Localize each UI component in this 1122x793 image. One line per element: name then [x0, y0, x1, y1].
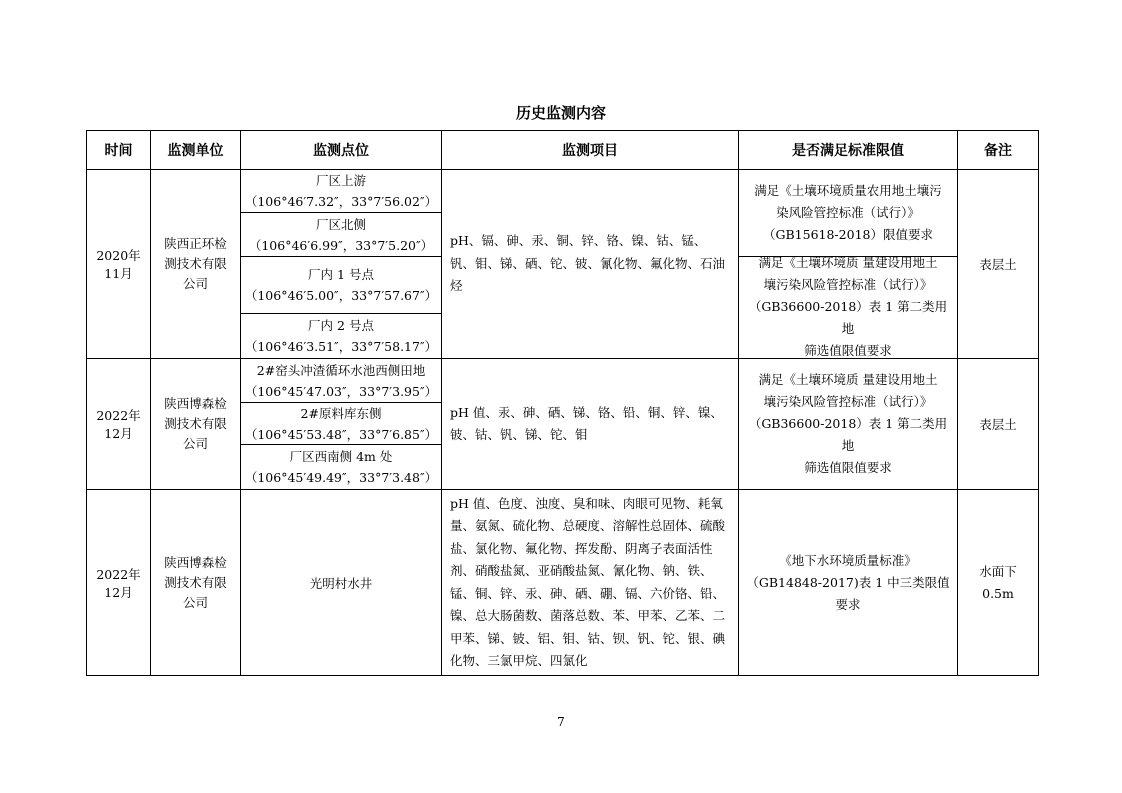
- point-name: 2#窑头冲渣循环水池西侧田地: [256, 362, 426, 378]
- standard-line: 壤污染风险管控标准（试行）》: [763, 277, 933, 292]
- point-coord: （106°45′47.03″，33°7′3.95″）: [244, 383, 438, 399]
- point-coord: （106°46′3.51″，33°7′58.17″）: [244, 339, 438, 354]
- unit-cell: [151, 170, 241, 359]
- table-title: 历史监测内容: [515, 104, 606, 122]
- standard-entry: [739, 171, 957, 257]
- monitoring-items: pH、镉、砷、汞、铜、锌、铬、镍、钴、锰、钒、钼、锑、硒、铊、铍、氰化物、氟化物、石油烃: [450, 233, 726, 294]
- point-coord: （106°46′5.00″，33°7′57.67″）: [244, 288, 438, 303]
- header-unit: 监测单位: [151, 131, 241, 170]
- table-row: [87, 490, 1039, 676]
- point-coord: （106°45′49.49″，33°7′3.48″）: [244, 470, 438, 485]
- header-row: [87, 131, 1039, 170]
- standard-entry: [739, 550, 957, 616]
- time-month: 12月: [104, 426, 133, 441]
- standard-cell: [739, 490, 958, 676]
- standard-cell: [739, 359, 958, 490]
- note-cell: [958, 490, 1039, 676]
- standard-line: 满足《土壤环境质 量建设用地土: [758, 255, 938, 270]
- note-line: 水面下: [979, 563, 1017, 579]
- unit-line: 陕西正环检: [164, 236, 227, 251]
- unit-line: 测技术有限: [164, 256, 227, 271]
- standard-line: （GB36600-2018）表 1 第二类用地: [748, 416, 948, 453]
- time-cell: [87, 170, 151, 359]
- standard-line: 筛选值限值要求: [804, 460, 892, 475]
- standard-line: 筛选值限值要求: [804, 343, 892, 358]
- note-cell: 表层土: [958, 170, 1039, 359]
- time-month: 12月: [104, 584, 133, 600]
- items-cell: [442, 170, 739, 359]
- items-cell: [442, 490, 739, 676]
- point-name: 厂区西南侧 4m 处: [289, 449, 393, 464]
- standard-entry: [739, 369, 957, 479]
- monitoring-table: [86, 130, 1039, 676]
- point-entry: [241, 359, 441, 403]
- unit-line: 陕西博森检: [164, 554, 227, 570]
- point-entry: [241, 403, 441, 445]
- point-name: 厂区上游: [315, 173, 366, 188]
- time-year: 2022年: [96, 566, 141, 582]
- unit-line: 测技术有限: [164, 416, 227, 431]
- unit-line: 陕西博森检: [164, 396, 227, 411]
- standard-line: 满足《土壤环境质 量建设用地土: [758, 372, 938, 387]
- point-entry: [241, 314, 441, 358]
- time-month: 11月: [104, 266, 133, 281]
- standard-line: 要求: [835, 596, 861, 612]
- monitoring-items: pH 值、汞、砷、硒、锑、铬、铅、铜、锌、镍、铍、钴、钒、锑、铊、钼: [450, 404, 723, 442]
- note-line: 0.5m: [982, 585, 1014, 601]
- standard-line: 《地下水环境质量标准》: [779, 552, 917, 568]
- point-cell: 光明村水井: [241, 490, 442, 676]
- table-row: [87, 359, 1039, 490]
- unit-line: 测技术有限: [164, 574, 227, 590]
- standard-line: （GB15618-2018）限值要求: [763, 227, 933, 242]
- point-coord: （106°46′6.99″，33°7′5.20″）: [248, 237, 434, 253]
- point-entry: [241, 213, 441, 257]
- unit-line: 公司: [182, 594, 208, 610]
- items-cell: [442, 359, 739, 490]
- point-name: 厂区北侧: [315, 216, 366, 232]
- point-name: 厂内 1 号点: [308, 267, 374, 282]
- standard-line: （GB36600-2018）表 1 第二类用地: [748, 299, 948, 336]
- point-entry: [241, 445, 441, 489]
- time-cell: [87, 359, 151, 490]
- time-cell: [87, 490, 151, 676]
- standard-cell: [739, 170, 958, 359]
- time-year: 2020年: [96, 248, 141, 263]
- header-standard: 是否满足标准限值: [739, 131, 958, 170]
- time-year: 2022年: [96, 408, 141, 423]
- header-point: 监测点位: [241, 131, 442, 170]
- note-cell: 表层土: [958, 359, 1039, 490]
- point-name: 厂内 2 号点: [308, 318, 374, 333]
- header-note: 备注: [958, 131, 1039, 170]
- point-coord: （106°45′53.48″，33°7′6.85″）: [244, 426, 438, 442]
- header-items: 监测项目: [442, 131, 739, 170]
- point-name: 2#原料库东侧: [300, 405, 382, 421]
- points-cell: [241, 359, 442, 490]
- unit-cell: [151, 490, 241, 676]
- page-number: 7: [557, 715, 565, 729]
- standard-line: 壤污染风险管控标准（试行）》: [763, 394, 933, 409]
- points-cell: [241, 170, 442, 359]
- unit-cell: [151, 359, 241, 490]
- standard-line: 染风险管控标准（试行）》: [776, 205, 920, 220]
- standard-line: 满足《土壤环境质量农用地土壤污: [754, 183, 942, 198]
- standard-entry: [739, 257, 957, 358]
- standard-line: （GB14848-2017)表 1 中三类限值: [746, 574, 950, 590]
- monitoring-items: pH 值、色度、浊度、臭和味、肉眼可见物、耗氧量、氨氮、硫化物、总硬度、溶解性总固体、硫酸盐、氯化物、氟化物、挥发酚、阴离子表面活性剂、硝酸盐氮、亚硝酸盐氮、氰化物、钠、铁、锰、铜、锌、汞、砷、硒、硼、镉、六价铬、铅、镍、总大肠菌数、菌落总数、苯、甲苯、乙苯、二甲苯、锑、铍、铝、钼、钴、钡、钒、铊、银、碘化物、三氯甲烷、四氯化: [450, 495, 726, 668]
- point-coord: （106°46′7.32″，33°7′56.02″）: [244, 194, 438, 209]
- unit-line: 公司: [182, 436, 208, 451]
- point-entry: [241, 257, 441, 314]
- unit-line: 公司: [182, 276, 208, 291]
- point-entry: [241, 170, 441, 213]
- header-time: 时间: [87, 131, 151, 170]
- table-row: [87, 170, 1039, 359]
